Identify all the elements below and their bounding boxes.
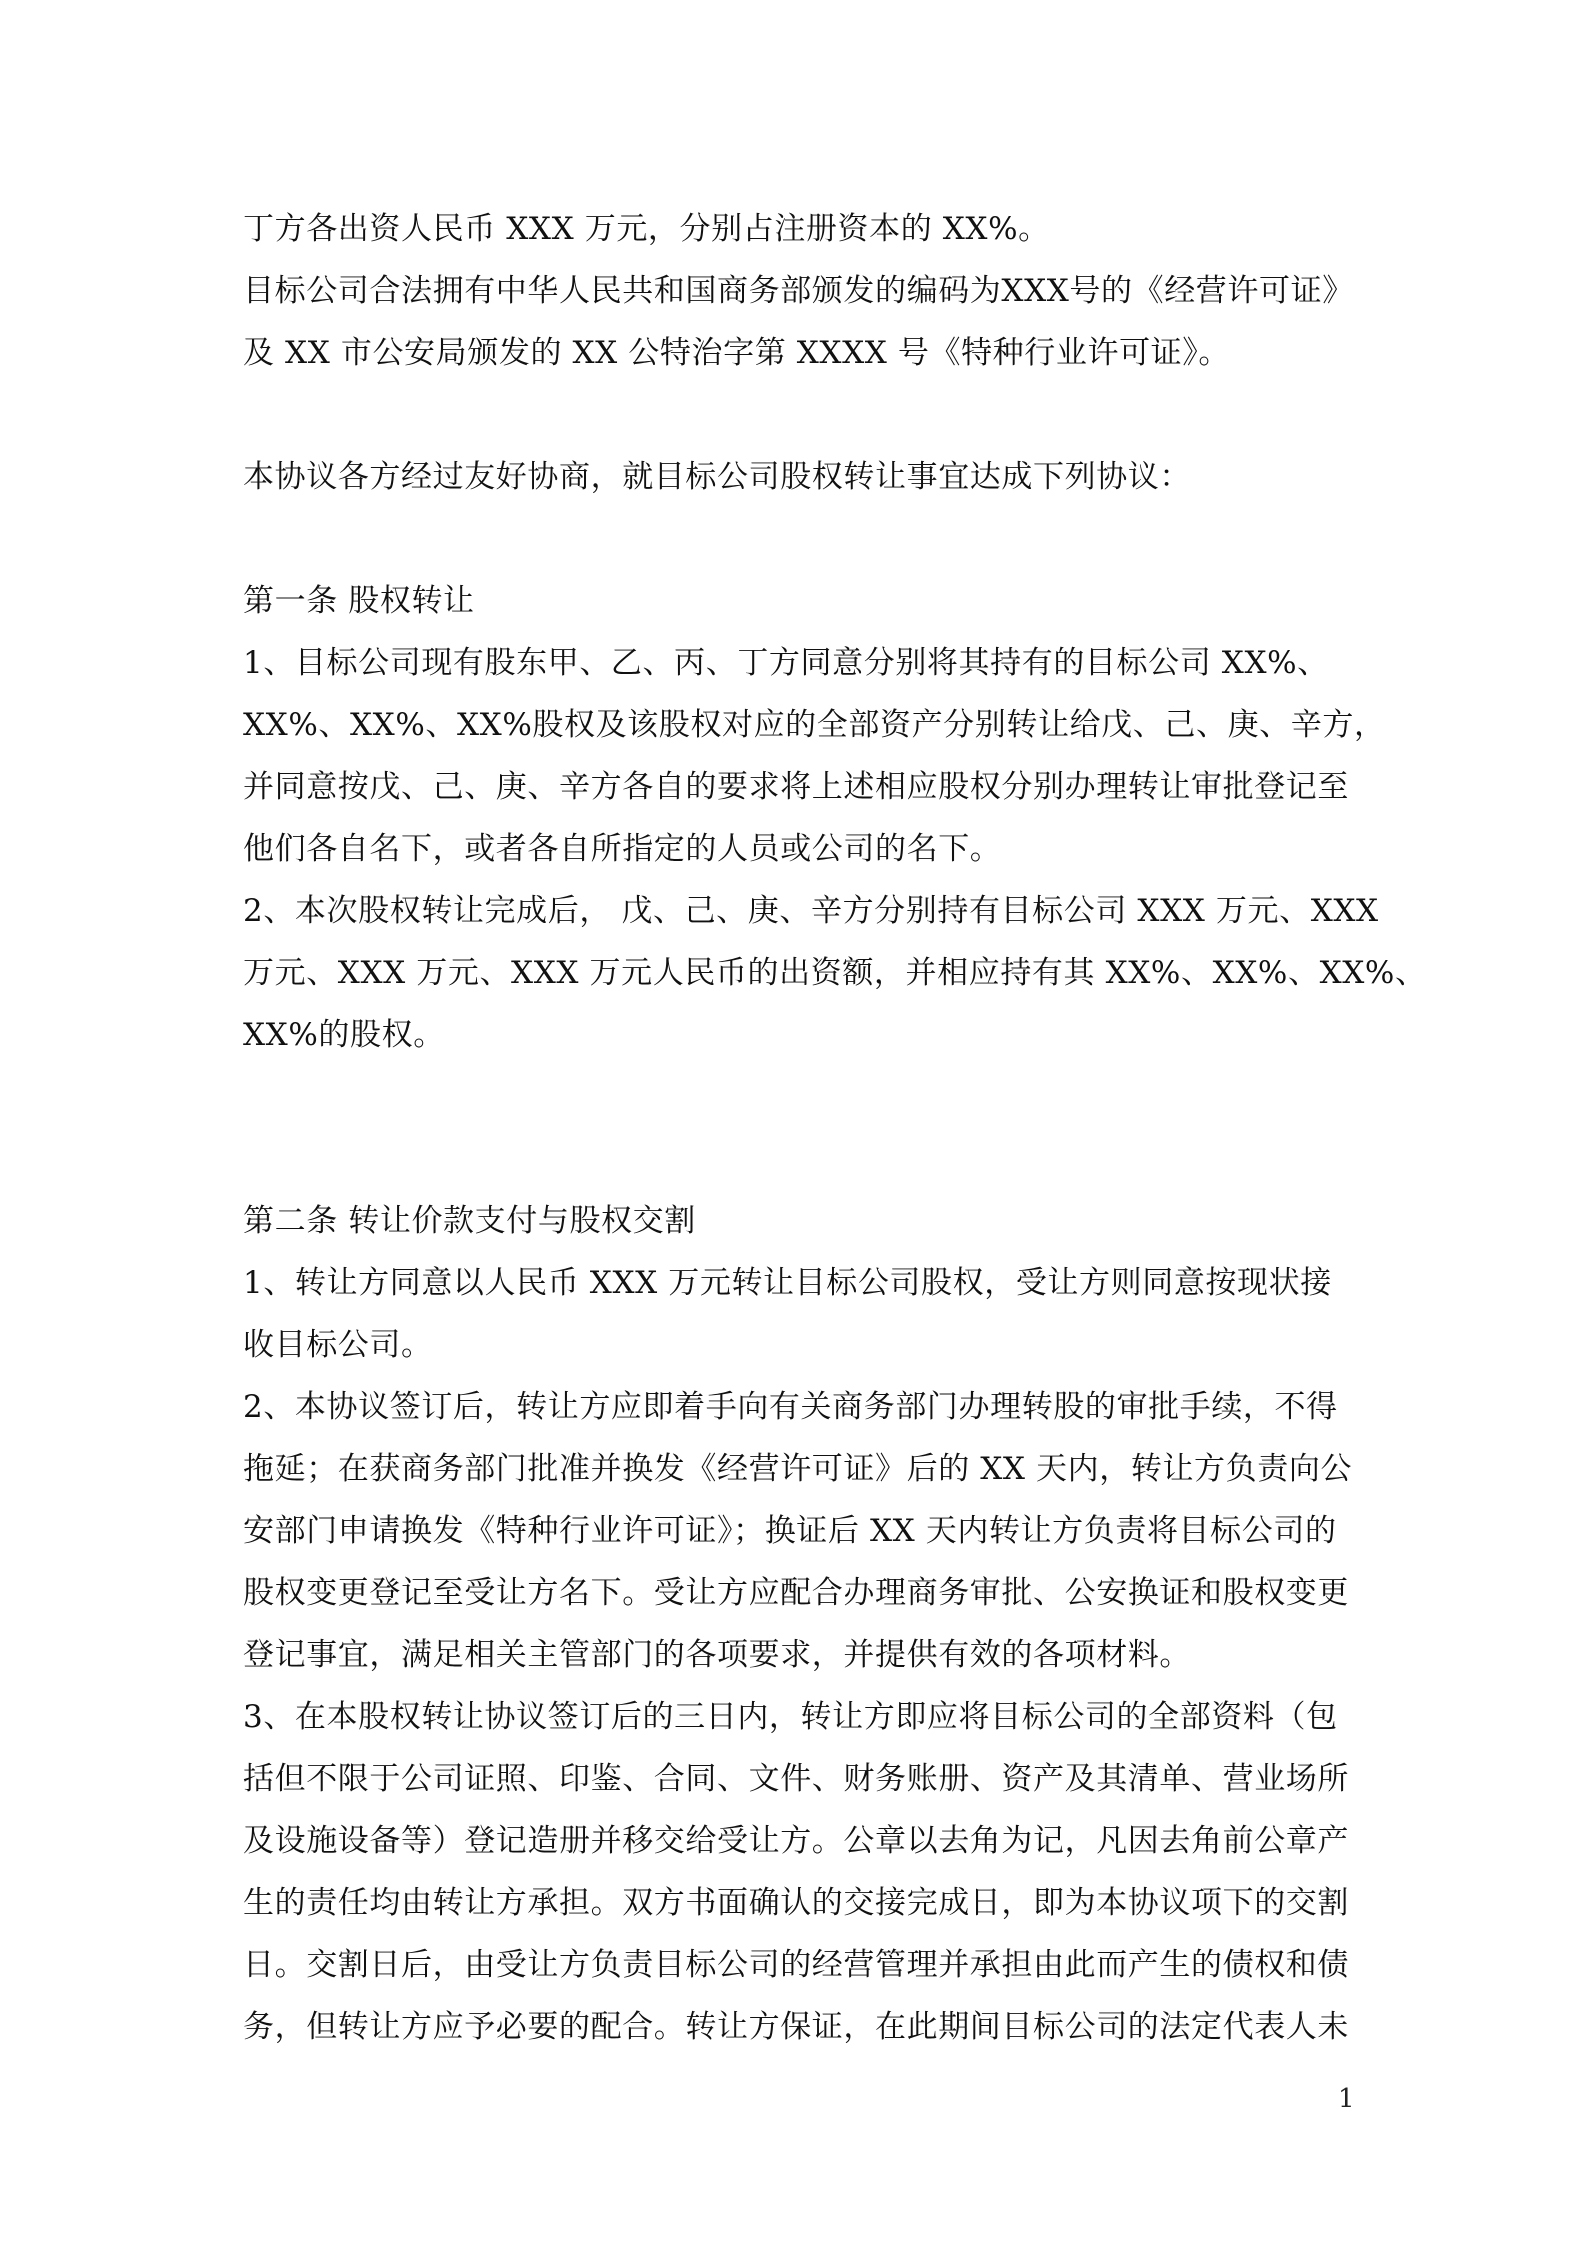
page-number: 1 [1338,2084,1355,2114]
text-line: XX%的股权。 [243,1017,445,1053]
document-body [243,198,1427,2058]
text-line: 务，但转让方应予必要的配合。转让方保证，在此期间目标公司的法定代表人未 [243,2009,1349,2045]
blank-line [243,1066,1355,1128]
text-line: 本协议各方经过友好协商，就目标公司股权转让事宜达成下列协议： [243,459,1191,495]
text-line: 登记事宜，满足相关主管部门的各项要求，并提供有效的各项材料。 [243,1637,1191,1673]
blank-line [243,384,1355,446]
text-line: 及 XX 市公安局颁发的 XX 公特治字第 XXXX 号《特种行业许可证》。 [243,335,1230,371]
text-line: 万元、XXX 万元、XXX 万元人民币的出资额，并相应持有其 XX%、XX%、XX%、 [243,955,1427,991]
text-line: 拖延；在获商务部门批准并换发《经营许可证》后的 XX 天内，转让方负责向公 [243,1451,1353,1487]
text-line: 1、目标公司现有股东甲、乙、丙、丁方同意分别将其持有的目标公司 XX%、 [243,645,1329,681]
text-line: 股权变更登记至受让方名下。受让方应配合办理商务审批、公安换证和股权变更 [243,1575,1349,1611]
text-line: 安部门申请换发《特种行业许可证》；换证后 XX 天内转让方负责将目标公司的 [243,1513,1337,1549]
text-line: 及设施设备等）登记造册并移交给受让方。公章以去角为记，凡因去角前公章产 [243,1823,1349,1859]
text-line: 1、转让方同意以人民币 XXX 万元转让目标公司股权，受让方则同意按现状接 [243,1265,1332,1301]
text-line: 3、在本股权转让协议签订后的三日内，转让方即应将目标公司的全部资料（包 [243,1699,1338,1735]
text-line: 括但不限于公司证照、印鉴、合同、文件、财务账册、资产及其清单、营业场所 [243,1761,1349,1797]
text-line: 2、本次股权转让完成后， 戊、己、庚、辛方分别持有目标公司 XXX 万元、XXX [243,893,1379,929]
text-line: 收目标公司。 [243,1327,433,1363]
text-line: 目标公司合法拥有中华人民共和国商务部颁发的编码为XXX号的《经营许可证》 [243,273,1354,309]
text-line: 生的责任均由转让方承担。双方书面确认的交接完成日，即为本协议项下的交割 [243,1885,1349,1921]
text-line: 并同意按戊、己、庚、辛方各自的要求将上述相应股权分别办理转让审批登记至 [243,769,1349,805]
blank-line [243,1128,1355,1190]
text-line: 日。交割日后，由受让方负责目标公司的经营管理并承担由此而产生的债权和债 [243,1947,1349,1983]
section-heading: 第一条 股权转让 [243,583,475,619]
text-line: 他们各自名下，或者各自所指定的人员或公司的名下。 [243,831,1002,867]
section-heading: 第二条 转让价款支付与股权交割 [243,1203,696,1239]
blank-line [243,508,1355,570]
text-line: XX%、XX%、XX%股权及该股权对应的全部资产分别转让给戊、己、庚、辛方， [243,707,1386,743]
text-line: 丁方各出资人民币 XXX 万元，分别占注册资本的 XX%。 [243,211,1050,247]
text-line: 2、本协议签订后，转让方应即着手向有关商务部门办理转股的审批手续，不得 [243,1389,1338,1425]
